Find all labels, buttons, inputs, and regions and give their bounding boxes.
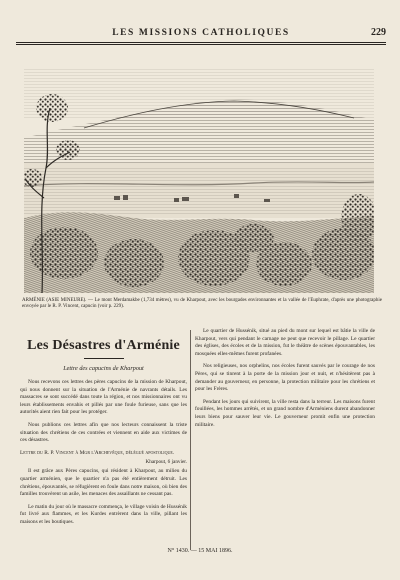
article-subtitle: Lettre des capucins de Kharpout <box>63 365 144 372</box>
landscape-engraving <box>24 68 374 293</box>
letter-paragraph: Le matin du jour où le massacre commença, le village voisin de Hussénik fut livré aux flammes, et les Kurdes entrèrent dans la ville, pillant les maisons et les boutiques. <box>20 503 187 525</box>
figure-caption: ARMÉNIE (ASIE MINEURE). — Le mont Merdamakbe (1,734 mètres), vu de Kharpout, avec les bourgades environnantes et la vallée de l'Euphrate, d'après une photographie envoyée par le R. P. Vincent, capucin (voir p. 229). <box>22 298 382 310</box>
column-left <box>20 328 187 554</box>
letter-paragraph: Le quartier de Hussénik, situé au pied du mont sur lequel est bâtie la ville de Kharpout, vers qui pendant le carnage ne peut que recevoir le pillage. Le quartier des églises, des écoles et de la mission, fut le théâtre de scènes épouvantables, les mosquées elles-mêmes furent profanées. <box>195 328 375 357</box>
running-header <box>16 26 386 44</box>
letter-paragraph: Nos religieuses, nos orphelins, nos écoles furent sauvés par le courage de nos Pères, qui se tinrent à la porte de la mission jour et nuit, et n'hésitèrent pas à demander au gouverneur, en personne, la protection militaire pour les chrétiens et pour les Frères. <box>195 363 375 393</box>
letter-date: Kharpout, 6 janvier. <box>145 459 187 466</box>
letter-paragraph: Pendant les jours qui suivirent, la ville resta dans la terreur. Les maisons furent fouillées, les hommes arrêtés, et un grand nombre d'Arméniens durent abandonner leurs biens pour sauver leur vie. Le gouverneur promit enfin une protection militaire. <box>195 398 375 428</box>
column-rule <box>190 330 191 550</box>
letter-heading: Lettre du R. P. Vincent à Mgr l'Archevêque, délégué apostolique. <box>20 449 175 456</box>
page-footer <box>0 548 400 560</box>
intro-paragraph: Nous publions ces lettres afin que nos lecteurs connaissent la triste situation des chrétiens de ces contrées et viennent en aide aux victimes de ces désastres. <box>20 421 187 444</box>
column-right <box>195 328 375 554</box>
issue-number: N° 1430. — 15 MAI 1896. <box>167 548 233 554</box>
page-number: 229 <box>371 27 386 38</box>
header-rule <box>16 42 386 45</box>
engraving-illustration <box>24 68 374 293</box>
article-title: Les Désastres d'Arménie <box>27 338 180 353</box>
letter-paragraph: Il est grâce aux Pères capucins, qui résident à Kharpout, au milieu du quartier arménien, que le quartier n'a pas été entièrement détruit. Les chrétiens, épouvantés, se réfugièrent en foule dans notre maison, où bien des familles trouvèrent un asile, les menaces des assaillants ne cessant pas. <box>20 468 187 498</box>
journal-title: LES MISSIONS CATHOLIQUES <box>112 28 290 38</box>
title-rule <box>84 358 124 359</box>
intro-paragraph: Nous recevons ces lettres des pères capucins de la mission de Kharpout, qui nous donnent sur la situation de l'Arménie de navrants détails. Les massacres se sont succédé dans toute la région, et nos missionnaires ont vu leurs établissements envahis et pillés par une foule furieuse, sans que les autorités aient rien fait pour les protéger. <box>20 379 187 416</box>
